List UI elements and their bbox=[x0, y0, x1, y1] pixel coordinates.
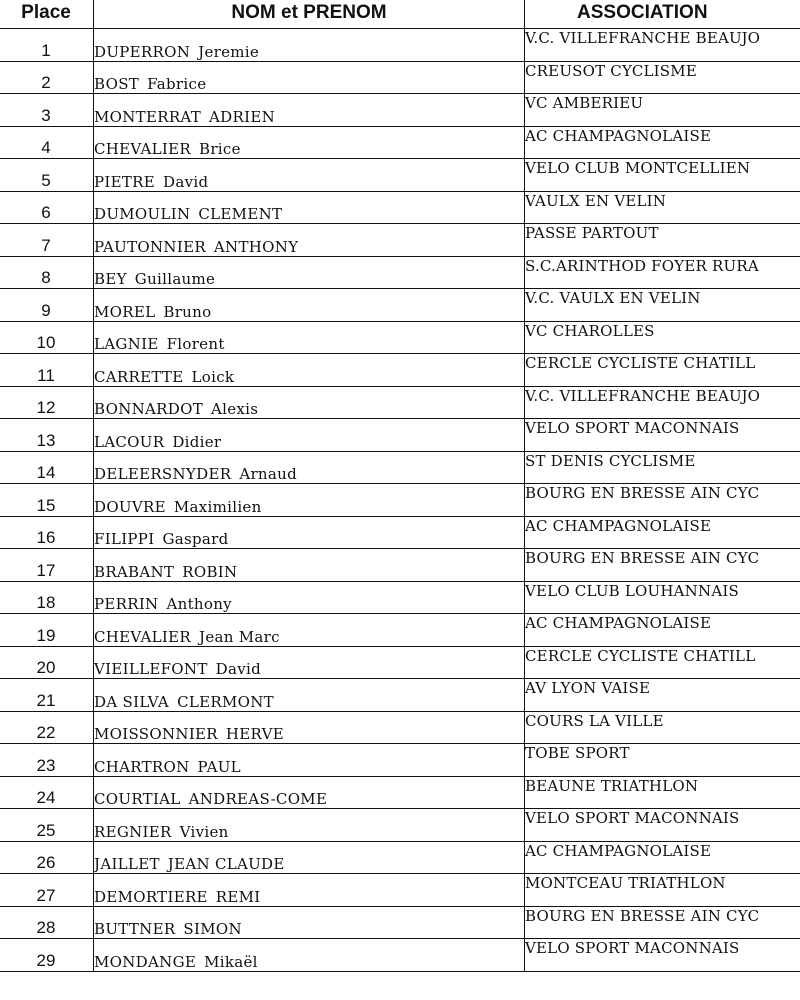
table-row bbox=[0, 289, 800, 322]
association-cell: VC AMBERIEU bbox=[525, 94, 800, 127]
first-name: Gaspard bbox=[162, 530, 229, 548]
header-row bbox=[0, 0, 800, 29]
name-cell bbox=[94, 581, 525, 614]
place-cell: 28 bbox=[0, 906, 94, 939]
name-cell bbox=[94, 191, 525, 224]
name-cell bbox=[94, 679, 525, 712]
name-cell bbox=[94, 906, 525, 939]
last-name: PAUTONNIER bbox=[94, 237, 206, 256]
first-name: Anthony bbox=[166, 595, 232, 613]
first-name: REMI bbox=[215, 887, 261, 906]
association-cell: VELO CLUB LOUHANNAIS bbox=[525, 581, 800, 614]
name-cell bbox=[94, 94, 525, 127]
last-name: BONNARDOT bbox=[94, 400, 204, 418]
first-name: HERVE bbox=[225, 725, 284, 743]
table-row bbox=[0, 679, 800, 712]
place-cell: 23 bbox=[0, 744, 94, 777]
table-row bbox=[0, 646, 800, 679]
last-name: FILIPPI bbox=[94, 530, 155, 548]
name-cell bbox=[94, 484, 525, 517]
name-cell bbox=[94, 744, 525, 777]
last-name: CARRETTE bbox=[94, 367, 184, 386]
name-cell bbox=[94, 939, 525, 972]
place-cell: 15 bbox=[0, 484, 94, 517]
first-name: Didier bbox=[172, 432, 222, 451]
last-name: LACOUR bbox=[94, 432, 165, 451]
last-name: MONDANGE bbox=[94, 952, 197, 971]
name-cell bbox=[94, 516, 525, 549]
place-cell: 1 bbox=[0, 29, 94, 62]
last-name: CHEVALIER bbox=[94, 627, 191, 646]
last-name: PERRIN bbox=[94, 595, 159, 613]
first-name: SIMON bbox=[183, 920, 242, 938]
place-cell: 24 bbox=[0, 776, 94, 809]
table-row bbox=[0, 451, 800, 484]
association-cell: AC CHAMPAGNOLAISE bbox=[525, 516, 800, 549]
table-row bbox=[0, 126, 800, 159]
place-cell: 13 bbox=[0, 419, 94, 452]
first-name: Maximilien bbox=[173, 497, 262, 516]
name-cell bbox=[94, 224, 525, 257]
association-cell: BOURG EN BRESSE AIN CYC bbox=[525, 906, 800, 939]
last-name: DUMOULIN bbox=[94, 205, 191, 223]
last-name: MOREL bbox=[94, 302, 156, 321]
name-cell bbox=[94, 841, 525, 874]
association-cell: CERCLE CYCLISTE CHATILL bbox=[525, 646, 800, 679]
place-cell: 17 bbox=[0, 549, 94, 582]
name-cell bbox=[94, 646, 525, 679]
association-cell: VELO SPORT MACONNAIS bbox=[525, 419, 800, 452]
name-cell bbox=[94, 809, 525, 842]
last-name: PIETRE bbox=[94, 172, 156, 191]
name-cell bbox=[94, 29, 525, 62]
first-name: ROBIN bbox=[182, 562, 238, 581]
name-cell bbox=[94, 321, 525, 354]
table-row bbox=[0, 29, 800, 62]
name-cell bbox=[94, 776, 525, 809]
table-row bbox=[0, 939, 800, 972]
table-row bbox=[0, 256, 800, 289]
place-cell: 29 bbox=[0, 939, 94, 972]
place-cell: 7 bbox=[0, 224, 94, 257]
place-cell: 26 bbox=[0, 841, 94, 874]
place-cell: 22 bbox=[0, 711, 94, 744]
association-cell: V.C. VILLEFRANCHE BEAUJO bbox=[525, 29, 800, 62]
association-cell: BEAUNE TRIATHLON bbox=[525, 776, 800, 809]
place-cell: 12 bbox=[0, 386, 94, 419]
place-cell: 3 bbox=[0, 94, 94, 127]
table-row bbox=[0, 419, 800, 452]
table-row bbox=[0, 549, 800, 582]
place-cell: 21 bbox=[0, 679, 94, 712]
header-association: ASSOCIATION bbox=[525, 0, 800, 29]
table-row bbox=[0, 841, 800, 874]
last-name: BRABANT bbox=[94, 562, 175, 581]
first-name: ADRIEN bbox=[209, 107, 275, 126]
first-name: Guillaume bbox=[134, 270, 216, 288]
first-name: David bbox=[215, 660, 261, 678]
first-name: ANDREAS-COME bbox=[188, 790, 328, 808]
table-row bbox=[0, 159, 800, 192]
name-cell bbox=[94, 419, 525, 452]
last-name: DA SILVA bbox=[94, 692, 170, 711]
place-cell: 25 bbox=[0, 809, 94, 842]
association-cell: VAULX EN VELIN bbox=[525, 191, 800, 224]
table-row bbox=[0, 744, 800, 777]
table-row bbox=[0, 711, 800, 744]
name-cell bbox=[94, 159, 525, 192]
first-name: CLEMENT bbox=[198, 205, 283, 223]
first-name: ANTHONY bbox=[213, 237, 299, 256]
header-name: NOM et PRENOM bbox=[94, 0, 525, 29]
last-name: DOUVRE bbox=[94, 497, 166, 516]
association-cell: BOURG EN BRESSE AIN CYC bbox=[525, 484, 800, 517]
table-header bbox=[0, 0, 800, 29]
table-row bbox=[0, 354, 800, 387]
first-name: Loick bbox=[191, 367, 235, 386]
last-name: LAGNIE bbox=[94, 335, 159, 353]
association-cell: S.C.ARINTHOD FOYER RURA bbox=[525, 256, 800, 289]
association-cell: VELO SPORT MACONNAIS bbox=[525, 939, 800, 972]
place-cell: 8 bbox=[0, 256, 94, 289]
table-row bbox=[0, 224, 800, 257]
last-name: REGNIER bbox=[94, 822, 172, 841]
name-cell bbox=[94, 874, 525, 907]
table-row bbox=[0, 321, 800, 354]
table-row bbox=[0, 809, 800, 842]
last-name: MONTERRAT bbox=[94, 107, 202, 126]
place-cell: 2 bbox=[0, 61, 94, 94]
association-cell: COURS LA VILLE bbox=[525, 711, 800, 744]
association-cell: ST DENIS CYCLISME bbox=[525, 451, 800, 484]
first-name: CLERMONT bbox=[177, 692, 274, 711]
first-name: Brice bbox=[199, 140, 241, 158]
place-cell: 14 bbox=[0, 451, 94, 484]
first-name: JEAN CLAUDE bbox=[167, 855, 285, 873]
name-cell bbox=[94, 451, 525, 484]
association-cell: PASSE PARTOUT bbox=[525, 224, 800, 257]
table-row bbox=[0, 614, 800, 647]
first-name: Alexis bbox=[211, 400, 259, 418]
table-row bbox=[0, 906, 800, 939]
place-cell: 10 bbox=[0, 321, 94, 354]
association-cell: AC CHAMPAGNOLAISE bbox=[525, 614, 800, 647]
association-cell: V.C. VAULX EN VELIN bbox=[525, 289, 800, 322]
first-name: Jeremie bbox=[198, 42, 260, 61]
association-cell: AV LYON VAISE bbox=[525, 679, 800, 712]
name-cell bbox=[94, 126, 525, 159]
association-cell: VELO CLUB MONTCELLIEN bbox=[525, 159, 800, 192]
first-name: PAUL bbox=[197, 757, 241, 776]
place-cell: 9 bbox=[0, 289, 94, 322]
place-cell: 27 bbox=[0, 874, 94, 907]
table-row bbox=[0, 776, 800, 809]
name-cell bbox=[94, 61, 525, 94]
first-name: Jean Marc bbox=[199, 627, 280, 646]
association-cell: TOBE SPORT bbox=[525, 744, 800, 777]
place-cell: 16 bbox=[0, 516, 94, 549]
place-cell: 11 bbox=[0, 354, 94, 387]
first-name: Mikaël bbox=[204, 952, 258, 971]
association-cell: CREUSOT CYCLISME bbox=[525, 61, 800, 94]
last-name: VIEILLEFONT bbox=[94, 660, 208, 678]
first-name: Arnaud bbox=[239, 465, 297, 483]
last-name: BUTTNER bbox=[94, 920, 176, 938]
last-name: JAILLET bbox=[94, 855, 160, 873]
first-name: Vivien bbox=[179, 822, 229, 841]
last-name: MOISSONNIER bbox=[94, 725, 218, 743]
first-name: Fabrice bbox=[147, 75, 207, 93]
header-place: Place bbox=[0, 0, 94, 29]
association-cell: AC CHAMPAGNOLAISE bbox=[525, 126, 800, 159]
last-name: CHARTRON bbox=[94, 757, 190, 776]
place-cell: 6 bbox=[0, 191, 94, 224]
place-cell: 18 bbox=[0, 581, 94, 614]
name-cell bbox=[94, 386, 525, 419]
name-cell bbox=[94, 289, 525, 322]
table-row bbox=[0, 61, 800, 94]
association-cell: BOURG EN BRESSE AIN CYC bbox=[525, 549, 800, 582]
association-cell: CERCLE CYCLISTE CHATILL bbox=[525, 354, 800, 387]
last-name: CHEVALIER bbox=[94, 140, 191, 158]
association-cell: VC CHAROLLES bbox=[525, 321, 800, 354]
last-name: DELEERSNYDER bbox=[94, 465, 232, 483]
place-cell: 5 bbox=[0, 159, 94, 192]
name-cell bbox=[94, 549, 525, 582]
table-row bbox=[0, 484, 800, 517]
table-row bbox=[0, 386, 800, 419]
place-cell: 4 bbox=[0, 126, 94, 159]
table-row bbox=[0, 516, 800, 549]
association-cell: V.C. VILLEFRANCHE BEAUJO bbox=[525, 386, 800, 419]
name-cell bbox=[94, 354, 525, 387]
name-cell bbox=[94, 614, 525, 647]
name-cell bbox=[94, 711, 525, 744]
table-row bbox=[0, 191, 800, 224]
first-name: David bbox=[163, 172, 209, 191]
table-row bbox=[0, 94, 800, 127]
place-cell: 19 bbox=[0, 614, 94, 647]
table-body bbox=[0, 29, 800, 972]
association-cell: VELO SPORT MACONNAIS bbox=[525, 809, 800, 842]
last-name: COURTIAL bbox=[94, 790, 181, 808]
first-name: Florent bbox=[166, 335, 225, 353]
association-cell: AC CHAMPAGNOLAISE bbox=[525, 841, 800, 874]
first-name: Bruno bbox=[163, 302, 212, 321]
last-name: DUPERRON bbox=[94, 42, 191, 61]
place-cell: 20 bbox=[0, 646, 94, 679]
last-name: BOST bbox=[94, 75, 140, 93]
association-cell: MONTCEAU TRIATHLON bbox=[525, 874, 800, 907]
last-name: BEY bbox=[94, 270, 127, 288]
table-row bbox=[0, 874, 800, 907]
last-name: DEMORTIERE bbox=[94, 887, 208, 906]
table-row bbox=[0, 581, 800, 614]
name-cell bbox=[94, 256, 525, 289]
